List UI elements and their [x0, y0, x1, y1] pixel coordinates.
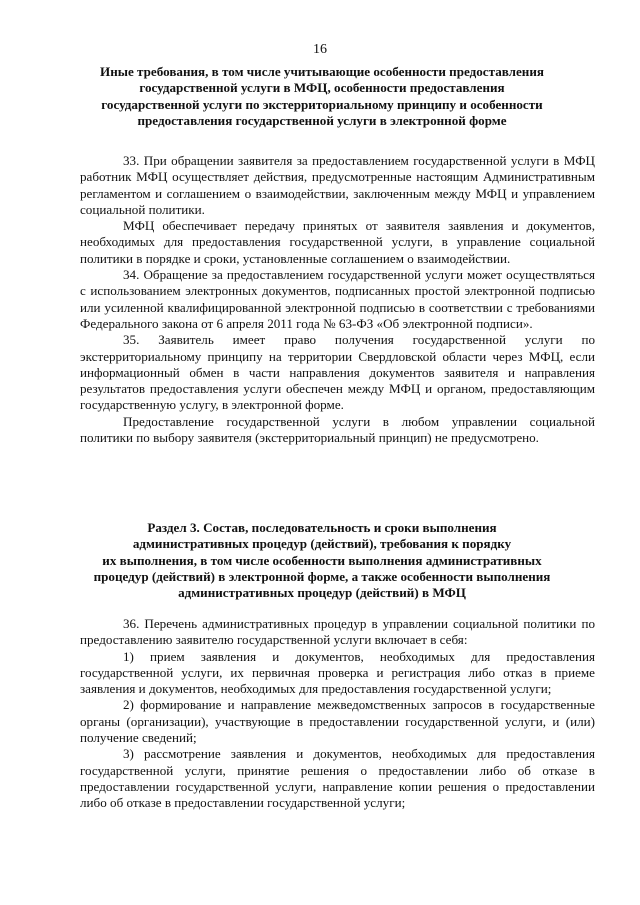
heading-line: административных процедур (действий) в МФЦ [178, 585, 466, 601]
body-text-block-2 [80, 616, 595, 812]
paragraph-33: 33. При обращении заявителя за предоставлением государственной услуги в МФЦ работник МФЦ осуществляет действия, предусмотренные настоящим Административным регламентом и соглашением о взаимодействии, заключенным между МФЦ и управлением социальной политики. [80, 153, 595, 217]
section-heading-section-3 [80, 520, 564, 601]
paragraph-36: 36. Перечень административных процедур в управлении социальной политики по предоставлению заявителю государственной услуги включает в себя: [80, 616, 595, 648]
list-item-2: 2) формирование и направление межведомственных запросов в государственные органы (организации), участвующие в предоставлении государственной услуги, и (или) получение сведений; [80, 697, 595, 746]
heading-line: административных процедур (действий), требования к порядку [132, 536, 512, 552]
heading-line: их выполнения, в том числе особенности выполнения административных [102, 552, 542, 568]
heading-line: Раздел 3. Состав, последовательность и сроки выполнения [147, 520, 497, 535]
heading-line: процедур (действий) в электронной форме, а также особенности выполнения [93, 568, 551, 584]
body-text-block-1 [80, 153, 595, 446]
paragraph-extraterritorial: Предоставление государственной услуги в любом управлении социальной политики по выбору заявителя (экстерриториальный принцип) не предусмотрено. [80, 413, 595, 446]
paragraph-mfc-transfer: МФЦ обеспечивает передачу принятых от заявителя заявления и документов, необходимых для предоставления государственной услуги, в управление социальной политики в порядке и сроки, установленные соглашением о взаимодействии. [80, 218, 595, 266]
section-heading-other-requirements [80, 64, 564, 129]
heading-line: государственной услуги в МФЦ, особенности предоставления [139, 80, 505, 96]
heading-line: государственной услуги по экстерриториальному принципу и особенности [101, 96, 543, 112]
list-item-1: 1) прием заявления и документов, необходимых для предоставления государственной услуги, их первичная проверка и регистрация либо отказ в приеме заявления и документов, необходимых для предоставления государственной услуги; [80, 648, 595, 697]
heading-line: предоставления государственной услуги в электронной форме [137, 112, 507, 128]
list-item-3: 3) рассмотрение заявления и документов, необходимых для предоставления государственной услуги, принятие решения о предоставлении либо об отказе в предоставлении государственной услуги, направление копии решения о предоставлении либо об отказе в предоставлении государственной услуги; [80, 746, 595, 811]
paragraph-35: 35. Заявитель имеет право получения государственной услуги по экстерриториальному принципу на территории Свердловской области через МФЦ, если информационный обмен в части направления документов заявителя и направления результатов предоставления услуги обеспечен между МФЦ и органом, предоставляющим государственную услугу, в электронной форме. [80, 332, 595, 413]
heading-line: Иные требования, в том числе учитывающие особенности предоставления [100, 64, 544, 79]
paragraph-34: 34. Обращение за предоставлением государственной услуги может осуществляться с использованием электронных документов, подписанных простой электронной подписью или усиленной квалифицированной электронной подписью в соответствии с требованиями Федерального закона от 6 апреля 2011 года № 63-ФЗ «Об электронной подписи». [80, 267, 595, 331]
page-number: 16 [313, 42, 327, 57]
